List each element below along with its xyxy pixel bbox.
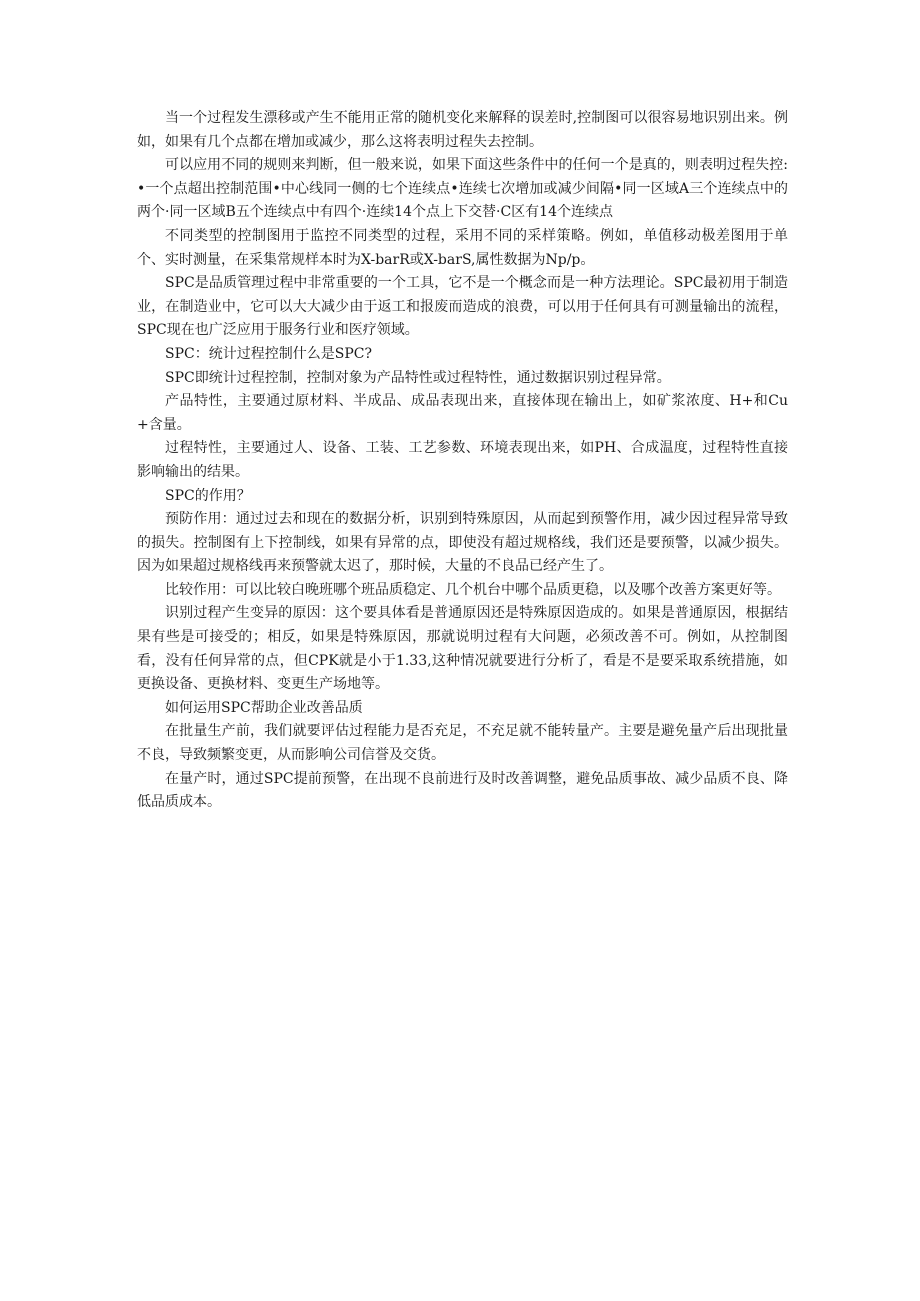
paragraph: 预防作用：通过过去和现在的数据分析，识别到特殊原因，从而起到预警作用，减少因过程异常导致的损失。控制图有上下控制线，如果有异常的点，即使没有超过规格线，我们还是要预警，以减少损失。因为如果超过规格线再来预警就太迟了，那时候，大量的不良品已经产生了。 <box>137 511 788 575</box>
section-heading: SPC：统计过程控制什么是SPC? <box>165 345 372 362</box>
paragraph: 当一个过程发生漂移或产生不能用正常的随机变化来解释的误差时,控制图可以很容易地识别出来。例如，如果有几个点都在增加或减少，那么这将表明过程失去控制。 <box>137 110 788 150</box>
section-heading: SPC的作用？ <box>165 487 251 504</box>
section-heading: 如何运用SPC帮助企业改善品质 <box>165 699 363 716</box>
document-body <box>137 107 788 815</box>
paragraph: 不同类型的控制图用于监控不同类型的过程，采用不同的采样策略。例如，单值移动极差图用于单个、实时测量，在采集常规样本时为X-barR或X-barS,属性数据为Np/p。 <box>137 227 788 268</box>
paragraph: 过程特性，主要通过人、设备、工装、工艺参数、环境表现出来，如PH、合成温度，过程特性直接影响输出的结果。 <box>137 440 788 480</box>
paragraph: 比较作用：可以比较白晚班哪个班品质稳定、几个机台中哪个品质更稳，以及哪个改善方案更好等。 <box>165 581 781 598</box>
paragraph: SPC即统计过程控制，控制对象为产品特性或过程特性，通过数据识别过程异常。 <box>165 369 671 386</box>
paragraph: 在批量生产前，我们就要评估过程能力是否充足，不充足就不能转量产。主要是避免量产后出现批量不良，导致频繁变更，从而影响公司信誉及交货。 <box>137 723 788 764</box>
paragraph: 识别过程产生变异的原因：这个要具体看是普通原因还是特殊原因造成的。如果是普通原因，根据结果有些是可接受的；相反，如果是特殊原因，那就说明过程有大问题，必须改善不可。例如，从控制图看，没有任何异常的点，但CPK就是小于1.33,这种情况就要进行分析了，看是不是要采取系统措施，如更换设备、更换材料、变更生产场地等。 <box>137 605 788 693</box>
paragraph: 产品特性，主要通过原材料、半成品、成品表现出来，直接体现在输出上，如矿浆浓度、H+和Cu+含量。 <box>137 393 788 433</box>
paragraph: SPC是品质管理过程中非常重要的一个工具，它不是一个概念而是一种方法理论。SPC最初用于制造业，在制造业中，它可以大大减少由于返工和报废而造成的浪费，可以用于任何具有可测量输出的流程，SPC现在也广泛应用于服务行业和医疗领域。 <box>137 275 788 339</box>
paragraph: 在量产时，通过SPC提前预警，在出现不良前进行及时改善调整，避免品质事故、减少品质不良、降低品质成本。 <box>137 770 788 811</box>
paragraph: 可以应用不同的规则来判断，但一般来说，如果下面这些条件中的任何一个是真的，则表明过程失控:•一个点超出控制范围•中心线同一侧的七个连续点•连续七次增加或减少间隔•同一区域A三个连续点中的两个·同一区域B五个连续点中有四个·连续14个点上下交替·C区有14个连续点 <box>137 157 788 221</box>
